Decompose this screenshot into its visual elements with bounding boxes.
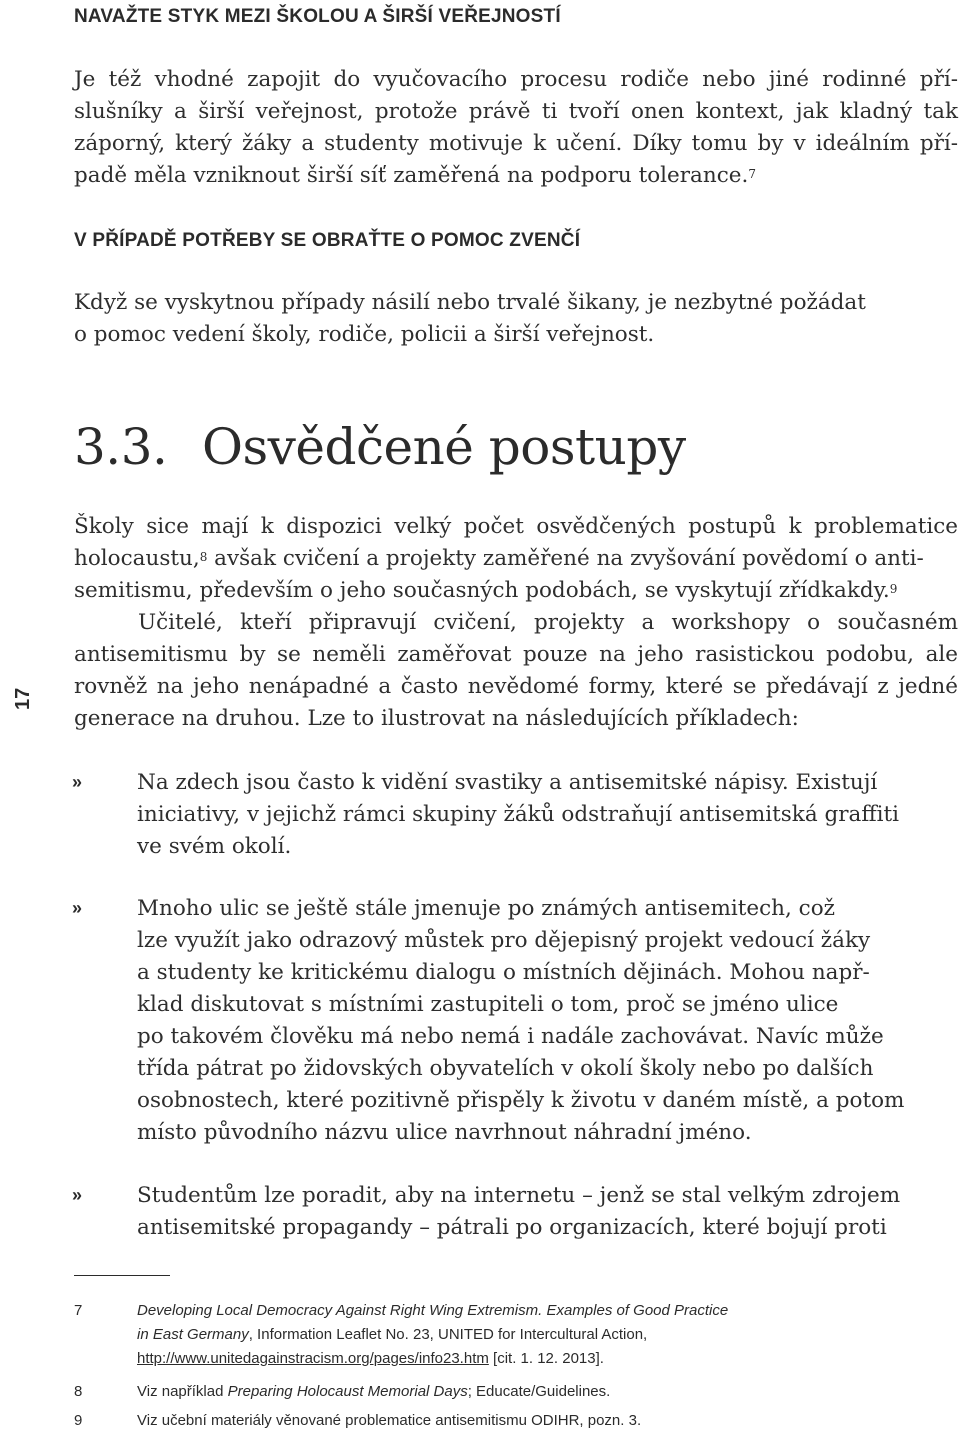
text-line: Mnoho ulic se ještě stále jmenuje po známých antisemitech, což (137, 896, 835, 921)
text-line: osobnostech, které pozitivně přispěly k životu v daném místě, a potom (137, 1088, 905, 1113)
page-number-text: 17 (12, 687, 34, 710)
text-fragment: ; Educate/Guidelines. (467, 1383, 611, 1400)
footnote-title: Preparing Holocaust Memorial Days (227, 1383, 468, 1400)
footnote-9 (137, 1409, 957, 1433)
text-line: antisemitské propagandy – pátrali po organizacích, které bojují proti (137, 1215, 887, 1240)
footnote-number: 8 (74, 1383, 83, 1400)
text-fragment: , Information Leaflet No. 23, UNITED for Intercultural Action, (248, 1326, 648, 1343)
footnote-link[interactable]: http://www.unitedagainstracism.org/pages/info23.htm (137, 1350, 489, 1367)
footnote-ref-8[interactable]: 8 (199, 550, 208, 564)
section-title (74, 418, 686, 476)
footnote-title: Developing Local Democracy Against Right Wing Extremism. Examples of Good Practice (137, 1302, 729, 1319)
text-fragment: holocaustu, (74, 546, 200, 571)
text-line: Když se vyskytnou případy násilí nebo trvalé šikany, je nezbytné požádat (74, 290, 866, 315)
text-line (137, 1299, 957, 1323)
text-fragment: [cit. 1. 12. 2013]. (488, 1350, 604, 1367)
bullet-marker: » (72, 772, 83, 792)
text-line: Školy sice mají k dispozici velký počet osvědčených postupů k problematice (74, 514, 958, 539)
paragraph-best-practices (74, 511, 958, 735)
text-line: třída pátrat po židovských obyvatelích v okolí školy nebo po dalších (137, 1056, 874, 1081)
footnote-ref-9[interactable]: 9 (889, 582, 898, 596)
text-fragment: padě měla vzniknout širší síť zaměřená na podporu tolerance. (74, 163, 749, 188)
footnote-title: in East Germany (137, 1326, 249, 1343)
footnote-ref-7[interactable]: 7 (748, 167, 756, 181)
text-line: slušníky a širší veřejnost, protože právě ti tvoří onen kontext, jak kladný tak (74, 99, 958, 124)
footnote-divider (74, 1275, 170, 1276)
text-line: generace na druhou. Lze to ilustrovat na následujících příkladech: (74, 706, 799, 731)
list-item (137, 1180, 957, 1244)
text-line: po takovém člověku má nebo nemá i nadále zachovávat. Navíc může (137, 1024, 884, 1049)
bullet-marker: » (72, 898, 83, 918)
text-line: Je též vhodné zapojit do vyučovacího procesu rodiče nebo jiné rodinné pří- (74, 67, 958, 92)
text-line: Na zdech jsou často k vidění svastiky a antisemitské nápisy. Existují (137, 770, 878, 795)
heading-school-public: NAVAŽTE STYK MEZI ŠKOLOU A ŠIRŠÍ VEŘEJNOSTÍ (74, 6, 561, 27)
text-line: iniciativy, v jejichž rámci skupiny žáků odstraňují antisemitská graffiti (137, 802, 900, 827)
text-line: Viz učební materiály věnované problematice antisemitismu ODIHR, pozn. 3. (137, 1412, 642, 1429)
section-title-text: Osvědčené postupy (202, 418, 686, 476)
page-number (12, 687, 36, 730)
text-line: lze využít jako odrazový můstek pro dějepisný projekt vedoucí žáky (137, 928, 871, 953)
footnote-7 (137, 1299, 957, 1371)
text-fragment: semitismu, především o jeho současných podobách, se vyskytují zřídkakdy. (74, 578, 890, 603)
text-line: Studentům lze poradit, aby na internetu – jenž se stal velkým zdrojem (137, 1183, 901, 1208)
text-line: místo původního názvu ulice navrhnout náhradní jméno. (137, 1120, 752, 1145)
paragraph-violence (74, 287, 958, 351)
text-fragment: avšak cvičení a projekty zaměřené na zvyšování povědomí o anti- (207, 546, 924, 571)
text-line (74, 575, 958, 607)
footnote-number: 9 (74, 1412, 83, 1429)
text-line: Učitelé, kteří připravují cvičení, projekty a workshopy o současném (138, 610, 958, 635)
list-item (137, 767, 957, 863)
text-line: a studenty ke kritickému dialogu o místních dějinách. Mohou např- (137, 960, 870, 985)
text-line: ve svém okolí. (137, 834, 292, 859)
text-line: antisemitismu by se neměli zaměřovat pouze na jeho rasistickou podobu, ale (74, 642, 958, 667)
text-line (137, 1347, 957, 1371)
footnote-number: 7 (74, 1302, 83, 1319)
paragraph-involve-parents (74, 64, 958, 192)
text-line (74, 160, 958, 192)
footnote-8 (137, 1380, 957, 1404)
text-line: o pomoc vedení školy, rodiče, policii a širší veřejnost. (74, 322, 655, 347)
list-item (137, 893, 957, 1149)
text-line: záporný, který žáky a studenty motivuje k učení. Díky tomu by v ideálním pří- (74, 131, 958, 156)
text-line: klad diskutovat s místními zastupiteli o tom, proč se jméno ulice (137, 992, 839, 1017)
heading-seek-help: V PŘÍPADĚ POTŘEBY SE OBRAŤTE O POMOC ZVENČÍ (74, 230, 581, 251)
text-line (137, 1380, 957, 1404)
section-number: 3.3. (74, 418, 168, 476)
text-fragment: Viz například (137, 1383, 228, 1400)
text-line (137, 1323, 957, 1347)
text-line (74, 543, 958, 575)
text-line: rovněž na jeho nenápadné a často nevědomé formy, které se předávají z jedné (74, 674, 958, 699)
bullet-marker: » (72, 1185, 83, 1205)
